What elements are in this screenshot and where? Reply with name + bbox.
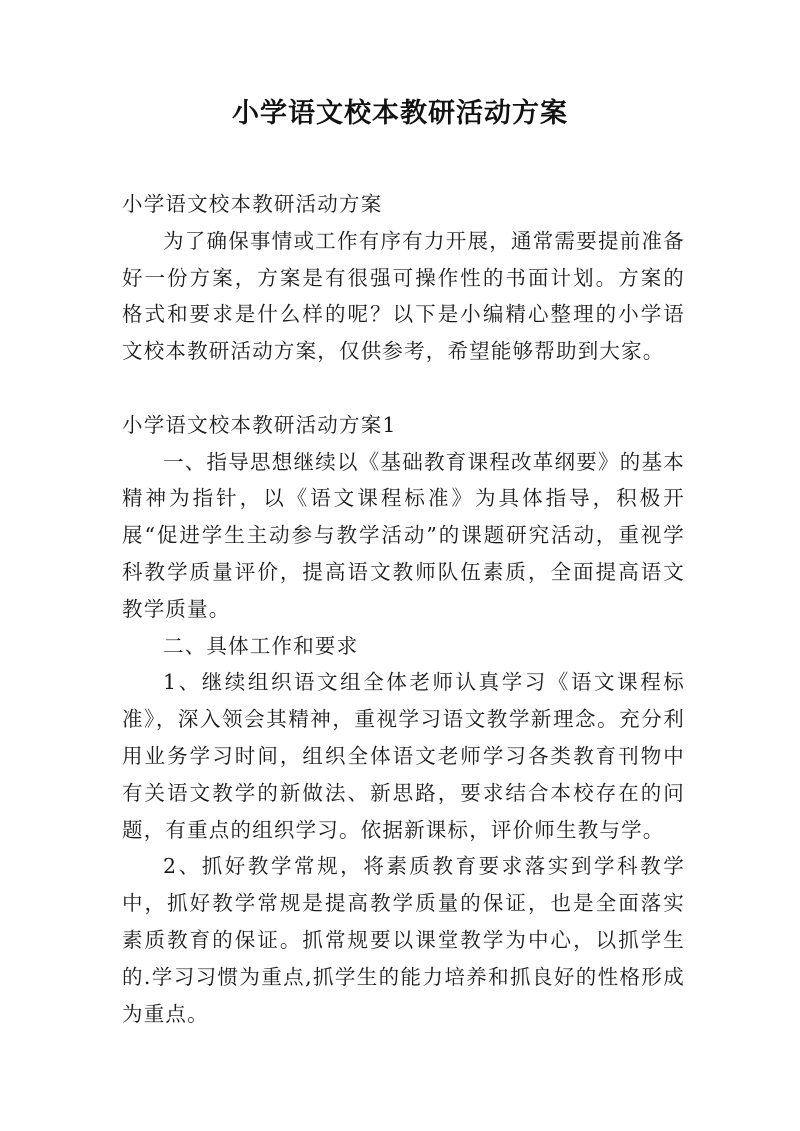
document-body xyxy=(122,186,685,1032)
requirement-1-paragraph: 1、继续组织语文组全体老师认真学习《语文课程标准》，深入领会其精神，重视学习语文教学新理念。充分利用业务学习时间，组织全体语文老师学习各类教育刊物中有关语文教学的新做法、新思路，要求结合本校存在的问题，有重点的组织学习。依据新课标，评价师生教与学。 xyxy=(122,670,685,842)
document-title: 小学语文校本教研活动方案 xyxy=(232,98,568,129)
work-requirements-heading: 二、具体工作和要求 xyxy=(163,633,359,658)
paragraph-spacer xyxy=(122,370,685,407)
intro-paragraph: 为了确保事情或工作有序有力开展，通常需要提前准备好一份方案，方案是有很强可操作性的书面计划。方案的格式和要求是什么样的呢？以下是小编精心整理的小学语文校本教研活动方案，仅供参考，希望能够帮助到大家。 xyxy=(122,228,685,364)
requirement-2-paragraph: 2、抓好教学常规，将素质教育要求落实到学科教学中，抓好教学常规是提高教学质量的保证，也是全面落实素质教育的保证。抓常规要以课堂教学为中心，以抓学生的.学习习惯为重点,抓学生的能力培养和抓良好的性格形成为重点。 xyxy=(122,854,685,1026)
guiding-ideology-paragraph: 一、指导思想继续以《基础教育课程改革纲要》的基本精神为指针，以《语文课程标准》为具体指导，积极开展“促进学生主动参与教学活动”的课题研究活动，重视学科教学质量评价，提高语文教师队伍素质，全面提高语文教学质量。 xyxy=(122,449,685,621)
document-subtitle: 小学语文校本教研活动方案 xyxy=(122,192,383,216)
section-heading: 小学语文校本教研活动方案1 xyxy=(122,412,397,437)
